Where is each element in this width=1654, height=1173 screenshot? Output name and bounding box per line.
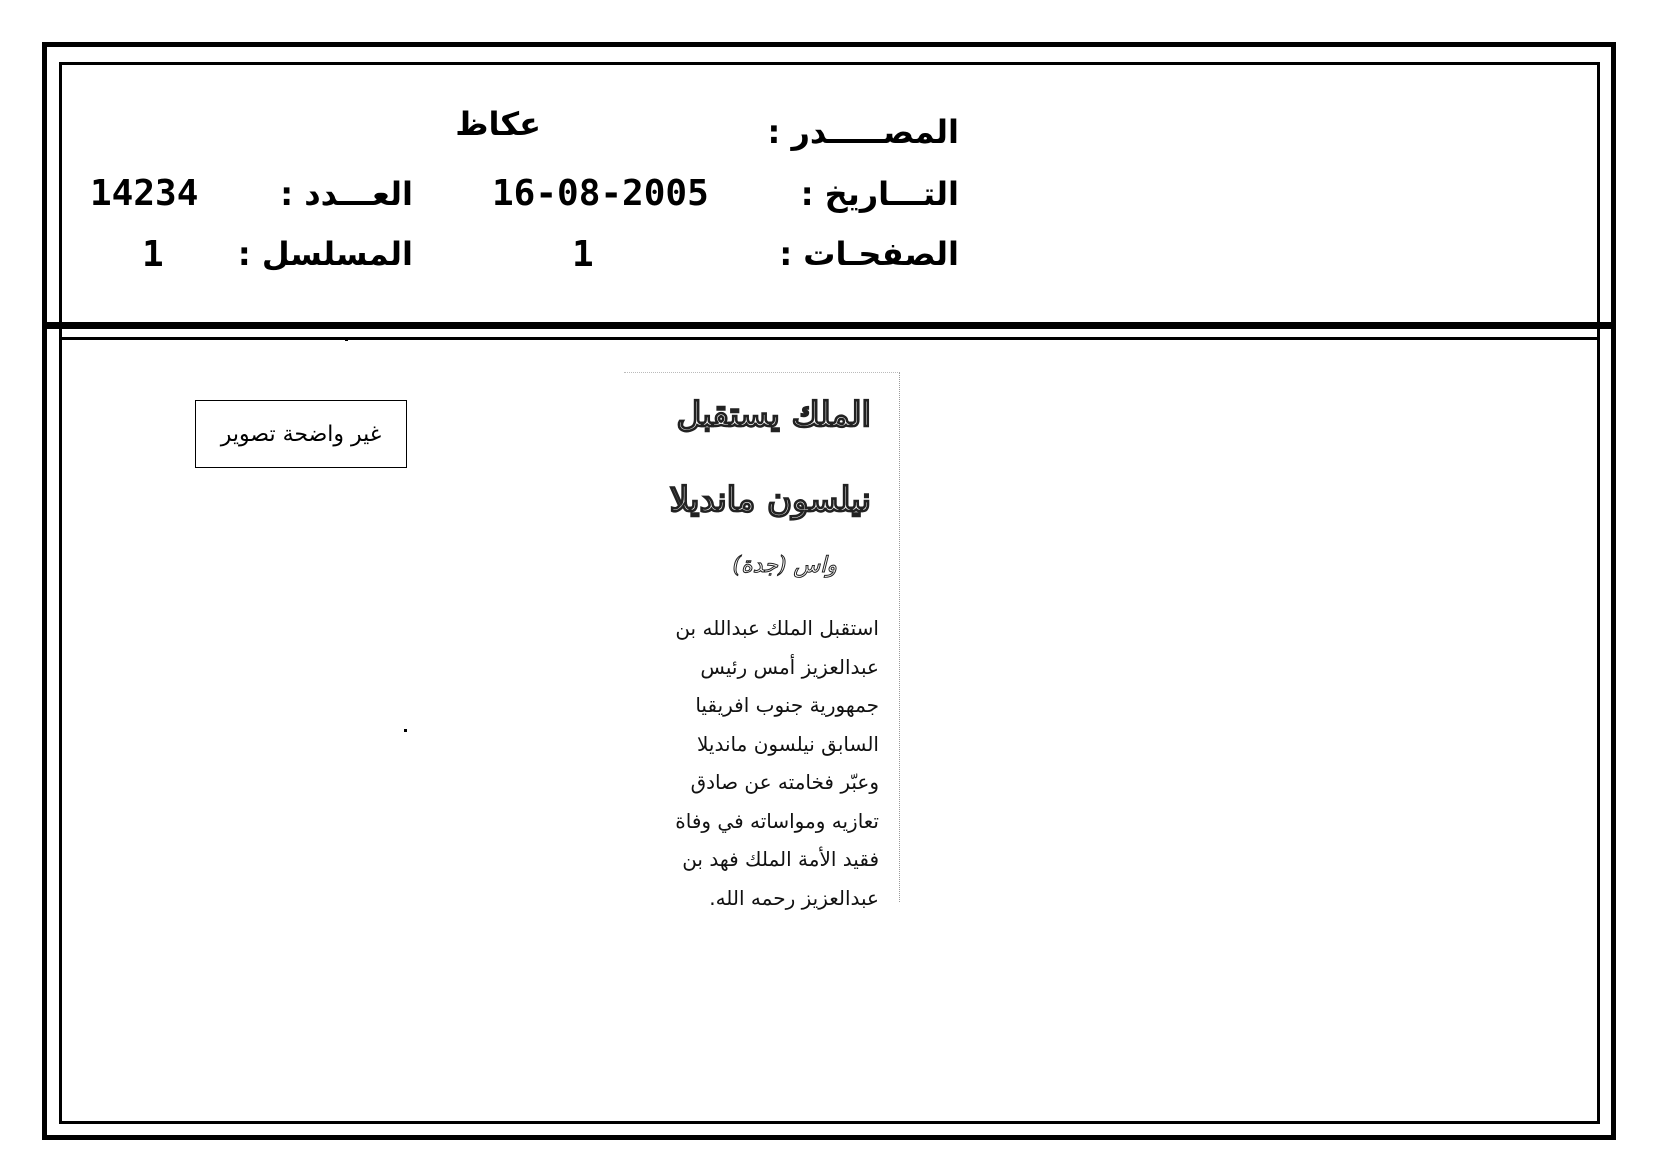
header-divider-thin: [59, 337, 1600, 340]
clipping-body-line: عبدالعزيز رحمه الله.: [709, 885, 879, 910]
date-label: التـــاريخ :: [800, 175, 959, 213]
issue-label: العـــدد :: [280, 175, 413, 213]
serial-label: المسلسل :: [237, 235, 413, 273]
clipping-body-line: وعبّر فخامته عن صادق: [690, 770, 879, 794]
clipping-headline-line-2: نيلسون مانديلا: [669, 480, 871, 520]
clipping-headline-line-1: الملك يستقبل: [676, 395, 871, 435]
news-clipping: [624, 372, 900, 910]
clipping-body-line: عبدالعزيز أمس رئيس: [700, 654, 879, 679]
clipping-byline: واس (جدة): [732, 553, 837, 578]
source-value: عكاظ: [455, 105, 541, 143]
scan-speck: [404, 729, 407, 732]
header-divider: [45, 322, 1613, 329]
pages-label: الصفحـات :: [779, 235, 959, 273]
scan-speck: [345, 338, 348, 341]
clipping-body-line: تعازيه ومواساته في وفاة: [675, 808, 879, 833]
issue-value: 14234: [90, 173, 199, 214]
clipping-body: [617, 609, 879, 917]
date-value: 16-08-2005: [492, 173, 709, 214]
pages-value: 1: [572, 234, 594, 275]
clipping-body-line: جمهورية جنوب افريقيا: [695, 693, 879, 717]
unclear-image-note: غير واضحة تصوير: [195, 400, 407, 468]
source-label: المصـــــدر :: [767, 113, 959, 151]
serial-value: 1: [142, 234, 164, 275]
clipping-body-line: فقيد الأمة الملك فهد بن: [682, 847, 879, 871]
clipping-body-line: استقبل الملك عبدالله بن: [675, 616, 879, 640]
clipping-body-line: السابق نيلسون مانديلا: [696, 731, 879, 756]
